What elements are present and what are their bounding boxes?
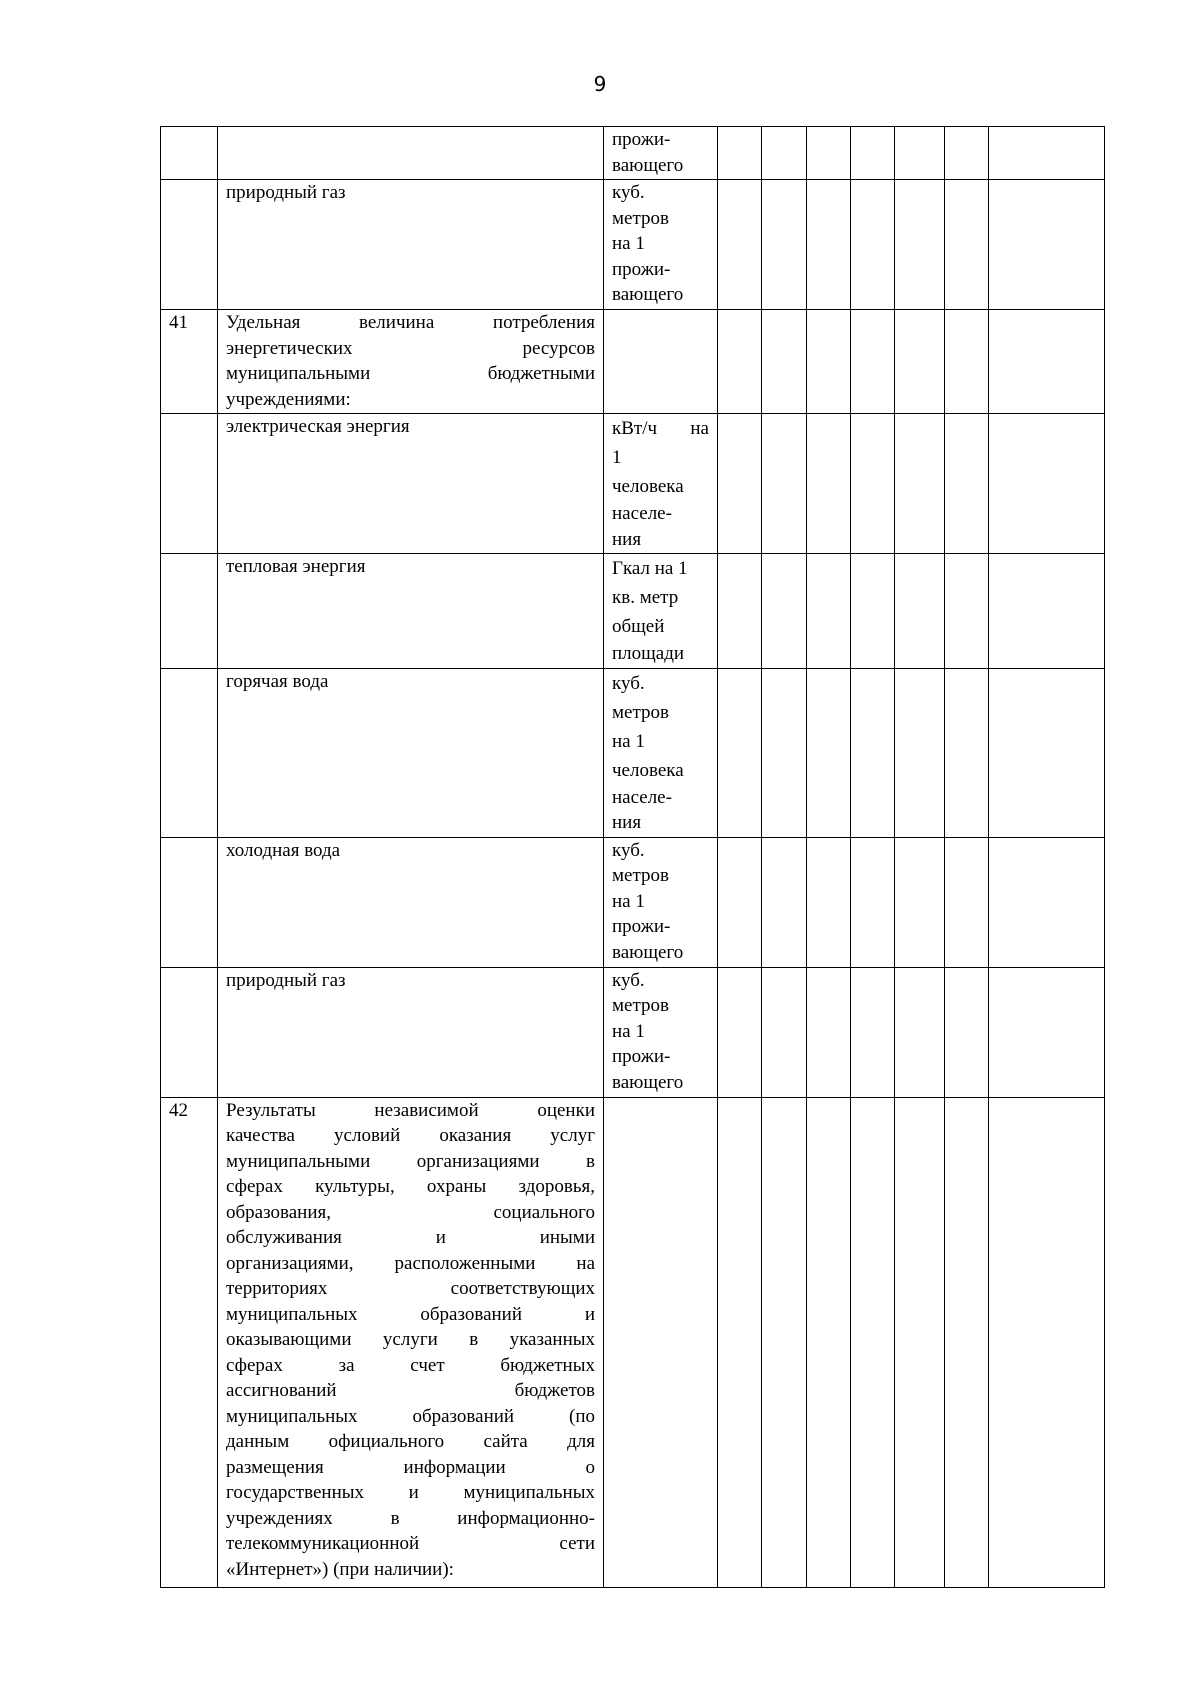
value-cell xyxy=(851,837,895,967)
unit-cell: куб. метров на 1 прожи- вающего xyxy=(604,180,718,310)
value-cell xyxy=(762,180,807,310)
value-cell xyxy=(718,310,762,414)
value-cell xyxy=(807,967,851,1097)
value-cell xyxy=(718,967,762,1097)
indicator-cell: Удельная величина потребления энергетических ресурсов муниципальными бюджетными учреждениями: xyxy=(218,310,604,414)
value-cell xyxy=(718,668,762,837)
value-cell xyxy=(945,837,989,967)
unit-cell xyxy=(604,310,718,414)
value-cell xyxy=(989,554,1105,669)
indicator-cell: Результаты независимой оценки качества условий оказания услуг муниципальными организациями в сферах культуры, охраны здоровья, образования, социального обслуживания и иными организациями, расположенными на территориях соответствующих муниципальных образований и оказывающими услуги в указанных сферах за счет бюджетных ассигнований бюджетов муниципальных образований (по данным официального сайта для размещения информации о государственных и муниципальных учреждениях в информационно- телекоммуникационной сети «Интернет») (при наличии): xyxy=(218,1097,604,1587)
value-cell xyxy=(807,668,851,837)
page-number: 9 xyxy=(593,72,607,96)
value-cell xyxy=(945,180,989,310)
value-cell xyxy=(989,1097,1105,1587)
value-cell xyxy=(945,554,989,669)
value-cell xyxy=(895,967,945,1097)
table-row xyxy=(161,837,1105,967)
table-row xyxy=(161,554,1105,669)
value-cell xyxy=(989,837,1105,967)
value-cell xyxy=(762,310,807,414)
value-cell xyxy=(762,668,807,837)
row-number-cell xyxy=(161,414,218,554)
value-cell xyxy=(718,127,762,180)
value-cell xyxy=(807,127,851,180)
row-number-cell xyxy=(161,967,218,1097)
table-row xyxy=(161,180,1105,310)
value-cell xyxy=(807,554,851,669)
value-cell xyxy=(989,967,1105,1097)
value-cell xyxy=(807,310,851,414)
value-cell xyxy=(895,127,945,180)
table-row xyxy=(161,668,1105,837)
indicator-cell: холодная вода xyxy=(218,837,604,967)
value-cell xyxy=(762,554,807,669)
value-cell xyxy=(895,310,945,414)
value-cell xyxy=(989,180,1105,310)
value-cell xyxy=(851,554,895,669)
row-number-cell: 42 xyxy=(161,1097,218,1587)
value-cell xyxy=(851,180,895,310)
row-number-cell xyxy=(161,127,218,180)
value-cell xyxy=(807,414,851,554)
indicator-cell: тепловая энергия xyxy=(218,554,604,669)
value-cell xyxy=(807,180,851,310)
value-cell xyxy=(762,1097,807,1587)
value-cell xyxy=(718,180,762,310)
table-row xyxy=(161,127,1105,180)
value-cell xyxy=(762,127,807,180)
value-cell xyxy=(718,1097,762,1587)
table-row xyxy=(161,310,1105,414)
value-cell xyxy=(989,127,1105,180)
unit-cell xyxy=(604,1097,718,1587)
value-cell xyxy=(945,967,989,1097)
row-number-cell xyxy=(161,668,218,837)
unit-cell: прожи- вающего xyxy=(604,127,718,180)
indicator-cell: природный газ xyxy=(218,180,604,310)
value-cell xyxy=(762,967,807,1097)
table-row xyxy=(161,414,1105,554)
indicator-cell xyxy=(218,127,604,180)
value-cell xyxy=(895,554,945,669)
value-cell xyxy=(851,1097,895,1587)
value-cell xyxy=(895,180,945,310)
value-cell xyxy=(851,967,895,1097)
indicators-table xyxy=(160,126,1105,1588)
value-cell xyxy=(945,310,989,414)
value-cell xyxy=(895,668,945,837)
value-cell xyxy=(851,668,895,837)
value-cell xyxy=(851,414,895,554)
value-cell xyxy=(989,310,1105,414)
value-cell xyxy=(945,1097,989,1587)
unit-cell: куб. метров на 1 прожи- вающего xyxy=(604,967,718,1097)
indicator-cell: горячая вода xyxy=(218,668,604,837)
value-cell xyxy=(718,414,762,554)
value-cell xyxy=(851,127,895,180)
value-cell xyxy=(945,414,989,554)
value-cell xyxy=(851,310,895,414)
value-cell xyxy=(895,837,945,967)
indicator-cell: природный газ xyxy=(218,967,604,1097)
unit-cell: Гкал на 1 кв. метр общей площади xyxy=(604,554,718,669)
table-row xyxy=(161,1097,1105,1587)
row-number-cell xyxy=(161,180,218,310)
unit-cell: куб. метров на 1 прожи- вающего xyxy=(604,837,718,967)
row-number-cell xyxy=(161,837,218,967)
value-cell xyxy=(895,414,945,554)
table-row xyxy=(161,967,1105,1097)
value-cell xyxy=(718,837,762,967)
value-cell xyxy=(718,554,762,669)
value-cell xyxy=(762,837,807,967)
row-number-cell xyxy=(161,554,218,669)
value-cell xyxy=(895,1097,945,1587)
indicator-cell: электрическая энергия xyxy=(218,414,604,554)
row-number-cell: 41 xyxy=(161,310,218,414)
value-cell xyxy=(989,414,1105,554)
unit-cell: куб. метров на 1 человека населе- ния xyxy=(604,668,718,837)
value-cell xyxy=(807,1097,851,1587)
value-cell xyxy=(807,837,851,967)
value-cell xyxy=(945,668,989,837)
value-cell xyxy=(945,127,989,180)
value-cell xyxy=(762,414,807,554)
value-cell xyxy=(989,668,1105,837)
unit-cell: кВт/ч на 1 человека населе- ния xyxy=(604,414,718,554)
